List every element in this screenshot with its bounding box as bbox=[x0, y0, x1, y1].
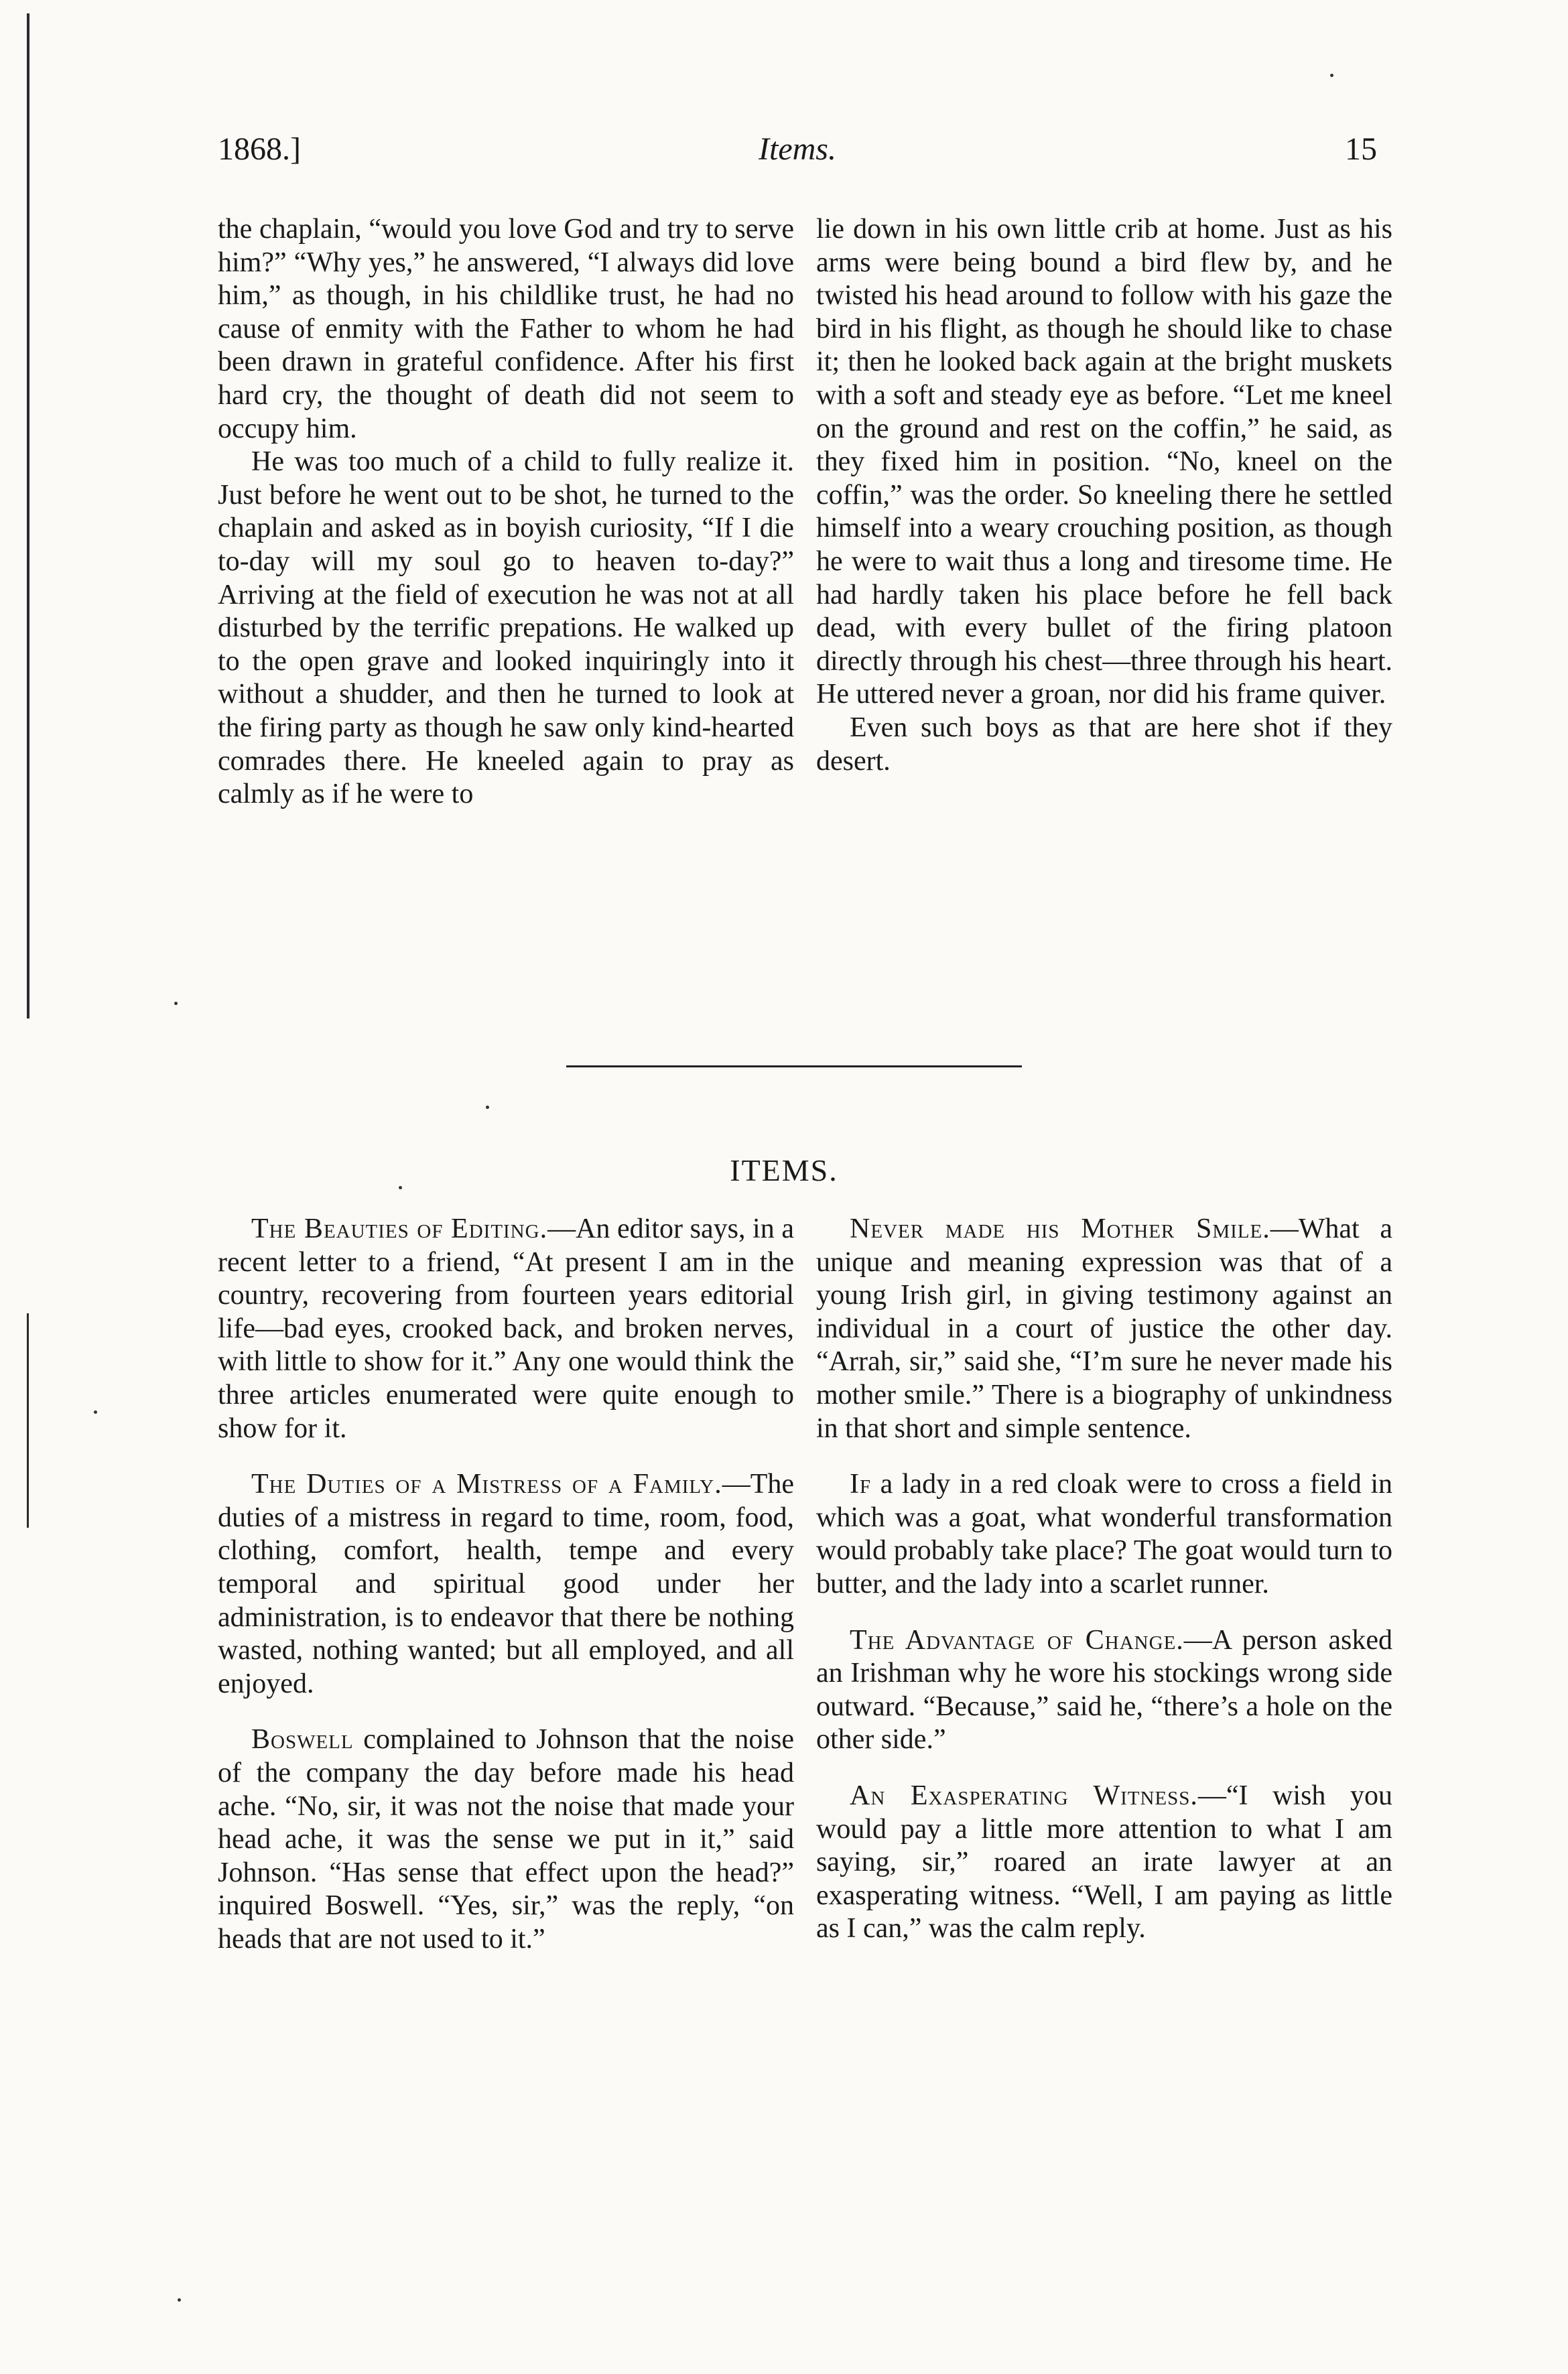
item-paragraph bbox=[218, 1468, 794, 1701]
page-number: 15 bbox=[1345, 131, 1377, 167]
item-lead: The Beauties of Editing. bbox=[251, 1213, 548, 1244]
item-body: —The duties of a mistress in regard to time, room, food, clothing, comfort, health, tempe and every temporal and spiritual good under her administration, is to endeavor that there be nothing wasted, nothing wanted; but all employed, and all enjoyed. bbox=[218, 1469, 794, 1699]
scan-speck bbox=[1330, 74, 1333, 77]
item-lead: Boswell bbox=[251, 1724, 354, 1756]
scan-speck bbox=[486, 1106, 489, 1109]
item-paragraph bbox=[816, 1213, 1392, 1445]
item-lead: The Duties of a Mistress of a Family. bbox=[251, 1469, 722, 1500]
items-left-column bbox=[218, 1213, 794, 1956]
item-body: —What a unique and meaning expression was that of a young Irish girl, in giving testimony against an individual in a court of justice the other day. “Arrah, sir,” said she, “I’m sure he never made his mother smile.” There is a biography of unkindness in that short and simple sentence. bbox=[816, 1213, 1392, 1444]
item-paragraph bbox=[218, 1213, 794, 1445]
scan-speck bbox=[178, 2298, 181, 2302]
paragraph: lie down in his own little crib at home. Just as his arms were being bound a bird flew by, and he twisted his head around to follow with his gaze the bird in his flight, as though he should like to chase it; then he looked back again at the bright muskets with a soft and steady eye as before. “Let me kneel on the ground and rest on the coffin,” he said, as they fixed him in position. “No, kneel on the coffin,” was the order. So kneeling there he settled himself into a weary crouching position, as though he were to wait thus a long and tiresome time. He had hardly taken his place before he fell back dead, with every bullet of the firing platoon directly through his chest—three through his heart. He uttered never a groan, nor did his frame quiver. bbox=[816, 214, 1392, 710]
item-paragraph bbox=[218, 1723, 794, 1956]
page-header bbox=[218, 131, 1377, 178]
item-body: complained to Johnson that the noise of the company the day before made his head ache. “No, sir, it was not the noise that made your head ache, it was the sense we put in it,” said Johnson. “Has sense that effect upon the head?” inquired Boswell. “Yes, sir,” was the reply, “on heads that are not used to it.” bbox=[218, 1724, 794, 1955]
item-paragraph bbox=[816, 1780, 1392, 1946]
section-title: ITEMS. bbox=[730, 1153, 838, 1187]
section-divider bbox=[566, 1065, 1022, 1067]
item-lead: An Exasperating Witness. bbox=[850, 1780, 1198, 1811]
paragraph: the chaplain, “would you love God and try to serve him?” “Why yes,” he answered, “I always did love him,” as though, in his childlike trust, he had no cause of enmity with the Father to whom he had been drawn in grateful confidence. After his first hard cry, the thought of death did not seem to occupy him. bbox=[218, 214, 794, 444]
scan-speck bbox=[174, 1002, 178, 1005]
scan-edge-line bbox=[27, 13, 29, 1018]
top-right-column bbox=[816, 213, 1392, 778]
top-left-column bbox=[218, 213, 794, 811]
item-paragraph bbox=[816, 1468, 1392, 1601]
scan-speck bbox=[399, 1186, 402, 1189]
item-paragraph bbox=[816, 1624, 1392, 1757]
scan-speck bbox=[94, 1410, 97, 1414]
item-lead: If bbox=[850, 1469, 872, 1500]
scan-edge-line-lower bbox=[27, 1313, 29, 1528]
item-body: —An editor says, in a recent letter to a friend, “At present I am in the country, recovering from fourteen years editorial life—bad eyes, crooked back, and broken nerves, with little to show for it.” Any one would think the three articles enumerated were quite enough to show for it. bbox=[218, 1213, 794, 1444]
header-year: 1868.] bbox=[218, 131, 301, 167]
item-body: —“I wish you would pay a little more attention to what I am saying, sir,” roared an irate lawyer at an exasperating witness. “Well, I am paying as little as I can,” was the calm reply. bbox=[816, 1780, 1392, 1944]
item-lead: The Advantage of Change. bbox=[850, 1624, 1184, 1656]
item-body: —A person asked an Irishman why he wore his stockings wrong side outward. “Because,” said he, “there’s a hole on the other side.” bbox=[816, 1624, 1392, 1756]
item-lead: Never made his Mother Smile. bbox=[850, 1213, 1270, 1244]
item-body: a lady in a red cloak were to cross a field in which was a goat, what wonderful transformation would probably take place? The goat would turn to butter, and the lady into a scarlet runner. bbox=[816, 1469, 1392, 1599]
paragraph: He was too much of a child to fully realize it. Just before he went out to be shot, he turned to the chaplain and asked as in boyish curiosity, “If I die to-day will my soul go to heaven to-day?” Arriving at the field of execution he was not at all disturbed by the terrific prepations. He walked up to the open grave and looked inquiringly into it without a shudder, and then he turned to look at the firing party as though he saw only kind-hearted comrades there. He kneeled again to pray as calmly as if he were to bbox=[218, 446, 794, 810]
running-title: Items. bbox=[759, 131, 836, 167]
paragraph: Even such boys as that are here shot if they desert. bbox=[816, 712, 1392, 777]
items-right-column bbox=[816, 1213, 1392, 1946]
